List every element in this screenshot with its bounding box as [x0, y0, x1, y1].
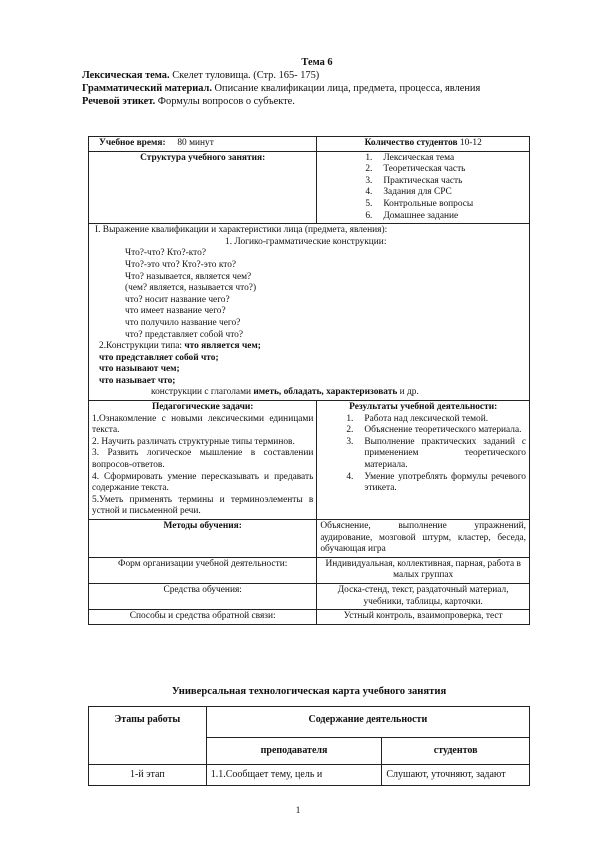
pedagogical-task: 4. Сформировать умение пересказывать и предавать содержание текста.: [92, 471, 314, 494]
theory-cell: [89, 224, 530, 401]
page-number: 1: [295, 805, 301, 816]
question-formula: что? носит название чего?: [125, 294, 230, 305]
grammar-line: [82, 82, 552, 95]
map-row: [89, 765, 530, 786]
question-formula: Что?-это что? Кто?-это кто?: [125, 259, 237, 270]
structure-label: Структура учебного занятия:: [89, 151, 317, 224]
result-item: 3. Выполнение практических заданий с применением теоретического материала.: [346, 436, 526, 471]
construction-line-2: 2.Конструкции типа: что является чем;: [99, 341, 261, 352]
structure-row: [89, 151, 530, 224]
construction-line-3: что представляет собой что;: [99, 352, 219, 363]
structure-item: 2. Теоретическая часть: [365, 164, 466, 175]
speech-etiquette-text: Формулы вопросов о субъекте.: [155, 96, 295, 107]
means-value: Доска-стенд, текст, раздаточный материал, учебники, таблицы, карточки.: [317, 583, 530, 609]
construction-line-4: что называют чем;: [99, 364, 180, 375]
time-cell: [89, 137, 317, 152]
structure-item: 6. Домашнее задание: [365, 210, 459, 221]
question-formula: что имеет название чего?: [125, 306, 226, 317]
result-item: 1. Работа над лексической темой.: [346, 413, 489, 424]
structure-list-cell: [317, 151, 530, 224]
pedagogical-tasks-label: Педагогические задачи:: [151, 402, 254, 413]
structure-item: 5. Контрольные вопросы: [365, 198, 474, 209]
time-row: [89, 137, 530, 152]
technology-map-table: [88, 706, 530, 786]
lesson-plan-table: [88, 136, 530, 625]
methods-value: Объяснение, выполнение упражнений, аудирование, мозговой штурм, кластер, беседа, обучающая игра: [317, 520, 530, 558]
theory-row: [89, 224, 530, 401]
speech-etiquette-label: Речевой этикет.: [82, 96, 156, 107]
methods-row: [89, 520, 530, 558]
lexical-topic-text: Скелет туловища. (Стр. 165- 175): [169, 70, 320, 81]
construction-line-5: что называет что;: [99, 375, 176, 386]
result-item: 4. Умение употреблять формулы речевого этикета.: [346, 471, 526, 494]
students-header: студентов: [382, 738, 530, 765]
results-label: Результаты учебной деятельности:: [349, 402, 498, 413]
teacher-cell: 1.1.Сообщает тему, цель и: [206, 765, 382, 786]
structure-list: [365, 153, 526, 223]
lexical-topic-line: [82, 69, 552, 82]
stages-header: Этапы работы: [89, 707, 207, 765]
results-cell: [317, 401, 530, 520]
result-item: 2. Объяснение теоретического материала.: [346, 425, 522, 436]
map-header-row: [89, 707, 530, 738]
pedagogical-task: 2. Научить различать структурные типы терминов.: [92, 436, 295, 447]
teacher-header: преподавателя: [206, 738, 382, 765]
structure-item: 3. Практическая часть: [365, 175, 463, 186]
technology-map-title: Универсальная технологическая карта учебного занятия: [171, 686, 447, 697]
question-formula: (чем? является, называется что?): [125, 283, 257, 294]
question-formula: Что?-что? Кто?-кто?: [125, 248, 207, 259]
lesson-header: [82, 56, 552, 108]
feedback-value: Устный контроль, взаимопроверка, тест: [317, 610, 530, 625]
verbs-line: конструкции с глаголами иметь, обладать, характеризовать и др.: [151, 387, 419, 398]
pedagogical-task: 1.Ознакомление с новыми лексическими единицами текста.: [92, 413, 314, 436]
question-formula: Что? называется, является чем?: [125, 271, 252, 282]
time-label: Учебное время:: [99, 138, 166, 148]
students-label: Количество студентов: [364, 138, 458, 148]
pedagogical-task: 3. Развить логическое мышление в составлении вопросов-ответов.: [92, 448, 314, 471]
content-header: Содержание деятельности: [206, 707, 529, 738]
tasks-row: [89, 401, 530, 520]
lexical-topic-label: Лексическая тема.: [82, 70, 170, 81]
means-label: Средства обучения:: [89, 583, 317, 609]
question-formula: что получило название чего?: [125, 317, 241, 328]
feedback-row: [89, 610, 530, 625]
pedagogical-task: 5.Уметь применять термины и терминоэлементы в устной и письменной речи.: [92, 494, 314, 517]
forms-label: Форм организации учебной деятельности:: [89, 557, 317, 583]
students-cell: Слушают, уточняют, задают: [382, 765, 530, 786]
stage-cell: 1-й этап: [89, 765, 207, 786]
forms-row: [89, 557, 530, 583]
forms-value: Индивидуальная, коллективная, парная, работа в малых группах: [317, 557, 530, 583]
time-value: 80 минут: [177, 138, 214, 148]
pedagogical-tasks-cell: [89, 401, 317, 520]
methods-label: Методы обучения:: [89, 520, 317, 558]
students-value: 10-12: [457, 138, 482, 148]
grammar-label: Грамматический материал.: [82, 83, 212, 94]
feedback-label: Способы и средства обратной связи:: [89, 610, 317, 625]
structure-item: 1. Лексическая тема: [365, 152, 455, 163]
speech-etiquette-line: [82, 95, 552, 108]
students-cell: [317, 137, 530, 152]
theory-line-2: 1. Логико-грамматические конструкции:: [225, 236, 387, 247]
question-formula: что? представляет собой что?: [125, 329, 244, 340]
theory-line-1: I. Выражение квалификации и характеристики лица (предмета, явления):: [95, 225, 388, 236]
results-list: [320, 414, 526, 495]
topic-title: Тема 6: [301, 57, 333, 68]
means-row: [89, 583, 530, 609]
structure-item: 4. Задания для СРС: [365, 187, 452, 198]
grammar-text: Описание квалификации лица, предмета, процесса, явления: [211, 83, 481, 94]
